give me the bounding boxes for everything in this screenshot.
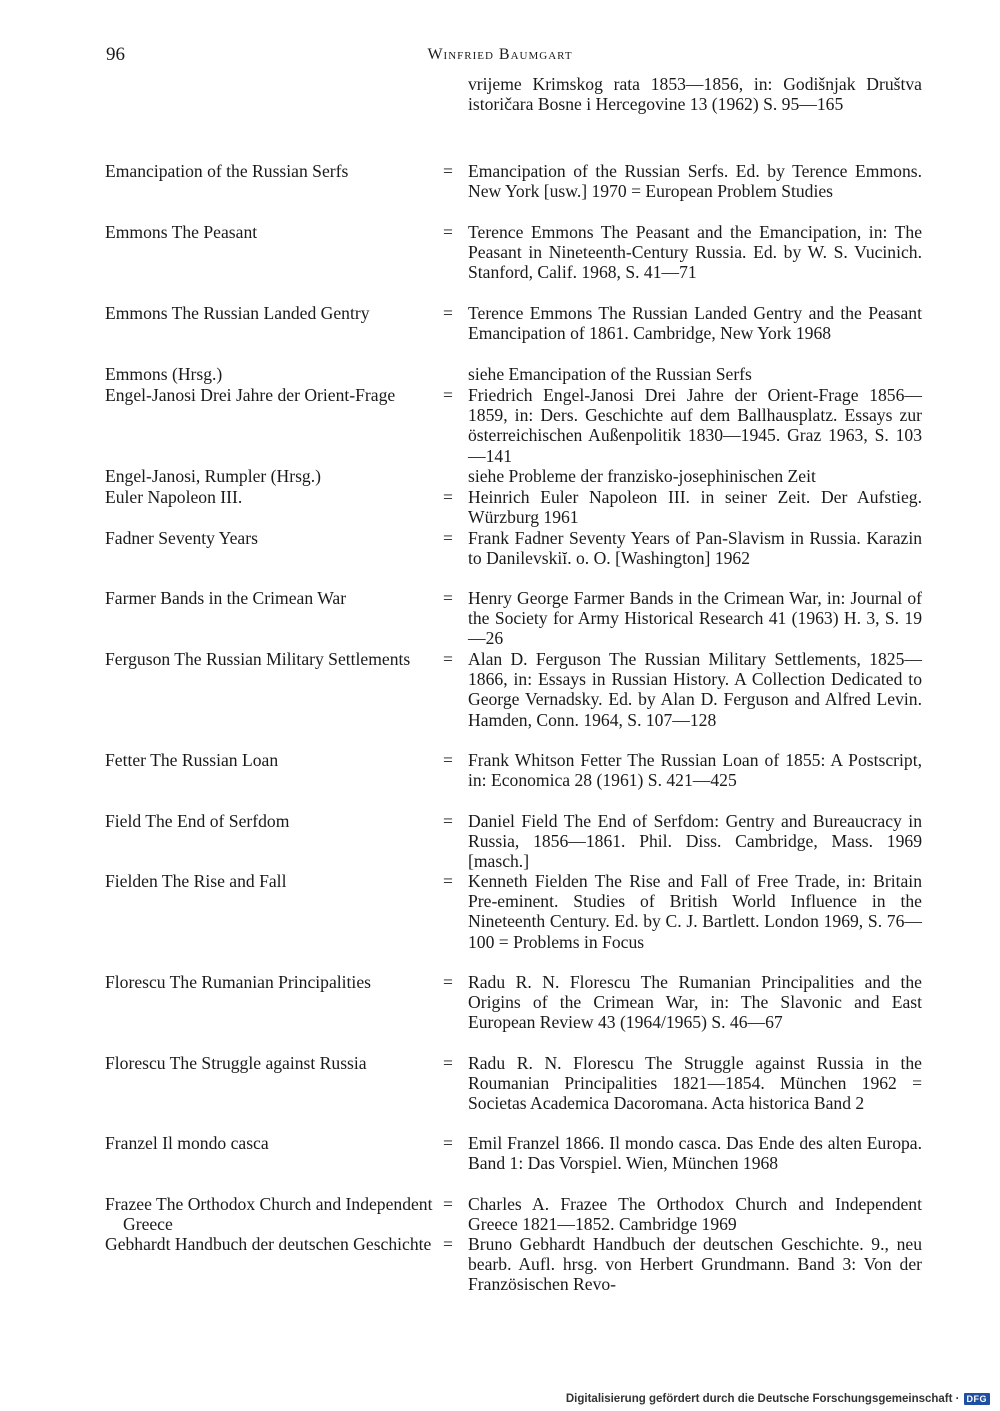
- entry-short-title: Fetter The Russian Loan: [105, 750, 279, 770]
- entry-full-citation: Terence Emmons The Peasant and the Emancipation, in: The Peasant in Nineteenth-Century Russia. Ed. by W. S. Vucinich. Stanford, Calif. 1968, S. 41—71: [468, 222, 922, 283]
- entry-equals-sign: =: [443, 1053, 453, 1073]
- running-head: Winfried Baumgart: [427, 46, 573, 63]
- entry-short-title: Farmer Bands in the Crimean War: [105, 588, 347, 608]
- entry-equals-sign: =: [443, 972, 453, 992]
- entry-equals-sign: =: [443, 385, 453, 405]
- digitization-footer: [566, 1393, 990, 1405]
- entry-short-title: Field The End of Serfdom: [105, 811, 290, 831]
- entry-equals-sign: =: [443, 811, 453, 831]
- entry-equals-sign: =: [443, 487, 453, 507]
- entry-short-title: Fielden The Rise and Fall: [105, 871, 287, 891]
- entry-full-citation: Terence Emmons The Russian Landed Gentry and the Peasant Emancipation of 1861. Cambridge, New York 1968: [468, 303, 922, 344]
- entry-full-citation: siehe Emancipation of the Russian Serfs: [468, 364, 752, 384]
- entry-equals-sign: =: [443, 161, 453, 181]
- entry-short-title: Emmons (Hrsg.): [105, 364, 223, 384]
- entry-short-title: Engel-Janosi Drei Jahre der Orient-Frage: [105, 385, 396, 405]
- entry-short-title: Florescu The Struggle against Russia: [105, 1053, 367, 1073]
- entry-equals-sign: =: [443, 588, 453, 608]
- entry-full-citation: Heinrich Euler Napoleon III. in seiner Zeit. Der Aufstieg. Würzburg 1961: [468, 487, 922, 528]
- entry-short-title: Frazee The Orthodox Church and Independent Greece: [105, 1194, 433, 1235]
- entry-equals-sign: =: [443, 1194, 453, 1214]
- entry-equals-sign: =: [443, 303, 453, 323]
- entry-equals-sign: =: [443, 528, 453, 548]
- entry-full-citation: Bruno Gebhardt Handbuch der deutschen Geschichte. 9., neu bearb. Aufl. hrsg. von Herbert Grundmann. Band 3: Von der Französischen Revo-: [468, 1234, 922, 1295]
- entry-short-title: Euler Napoleon III.: [105, 487, 243, 507]
- entry-full-citation: Friedrich Engel-Janosi Drei Jahre der Orient-Frage 1856—1859, in: Ders. Geschichte auf dem Ballhausplatz. Essays zur österreichischen Außenpolitik 1830—1945. Graz 1963, S. 103—141: [468, 385, 922, 466]
- entry-full-citation: vrijeme Krimskog rata 1853—1856, in: Godišnjak Društva istoričara Bosne i Hercegovine 13 (1962) S. 95—165: [468, 74, 922, 115]
- entry-short-title: Florescu The Rumanian Principalities: [105, 972, 371, 992]
- entry-short-title: Emancipation of the Russian Serfs: [105, 161, 349, 181]
- entry-short-title: Fadner Seventy Years: [105, 528, 258, 548]
- footer-credit-text: Digitalisierung gefördert durch die Deutsche Forschungsgemeinschaft ·: [565, 1393, 960, 1405]
- page-number: 96: [106, 44, 125, 65]
- entry-full-citation: Radu R. N. Florescu The Struggle against Russia in the Roumanian Principalities 1821—1854. München 1962 = Societas Academica Dacoromana. Acta historica Band 2: [468, 1053, 922, 1114]
- dfg-logo: DFG: [964, 1393, 991, 1405]
- entry-full-citation: Radu R. N. Florescu The Rumanian Principalities and the Origins of the Crimean War, in: The Slavonic and East European Review 43 (1964/1965) S. 46—67: [468, 972, 922, 1033]
- entry-equals-sign: =: [443, 649, 453, 669]
- entry-full-citation: siehe Probleme der franzisko-josephinischen Zeit: [468, 466, 816, 486]
- entry-short-title: Emmons The Peasant: [105, 222, 258, 242]
- entry-equals-sign: =: [443, 1234, 453, 1254]
- entry-equals-sign: =: [443, 222, 453, 242]
- entry-full-citation: Frank Whitson Fetter The Russian Loan of 1855: A Postscript, in: Economica 28 (1961) S. 421—425: [468, 750, 922, 791]
- entry-full-citation: Frank Fadner Seventy Years of Pan-Slavism in Russia. Karazin to Danilevskiĭ. o. O. [Washington] 1962: [468, 528, 922, 569]
- entry-equals-sign: =: [443, 871, 453, 891]
- entry-full-citation: Charles A. Frazee The Orthodox Church and Independent Greece 1821—1852. Cambridge 1969: [468, 1194, 922, 1235]
- entry-full-citation: Henry George Farmer Bands in the Crimean War, in: Journal of the Society for Army Historical Research 41 (1963) H. 3, S. 19—26: [468, 588, 922, 649]
- entry-full-citation: Kenneth Fielden The Rise and Fall of Free Trade, in: Britain Pre-eminent. Studies of British World Influence in the Nineteenth Century. Ed. by C. J. Bartlett. London 1969, S. 76—100 = Problems in Focus: [468, 871, 922, 952]
- entry-full-citation: Emancipation of the Russian Serfs. Ed. by Terence Emmons. New York [usw.] 1970 = European Problem Studies: [468, 161, 922, 202]
- entry-short-title: Emmons The Russian Landed Gentry: [105, 303, 370, 323]
- entry-full-citation: Alan D. Ferguson The Russian Military Settlements, 1825—1866, in: Essays in Russian History. A Collection Dedicated to George Vernadsky. Ed. by Alan D. Ferguson and Alfred Levin. Hamden, Conn. 1964, S. 107—128: [468, 649, 922, 730]
- entry-equals-sign: =: [443, 1133, 453, 1153]
- entry-short-title: Engel-Janosi, Rumpler (Hrsg.): [105, 466, 321, 486]
- entry-full-citation: Emil Franzel 1866. Il mondo casca. Das Ende des alten Europa. Band 1: Das Vorspiel. Wien, München 1968: [468, 1133, 922, 1174]
- entry-short-title: Franzel Il mondo casca: [105, 1133, 269, 1153]
- entry-short-title: Ferguson The Russian Military Settlements: [105, 649, 411, 669]
- entry-full-citation: Daniel Field The End of Serfdom: Gentry and Bureaucracy in Russia, 1856—1861. Phil. Diss. Cambridge, Mass. 1969 [masch.]: [468, 811, 922, 872]
- entry-equals-sign: =: [443, 750, 453, 770]
- entry-short-title: Gebhardt Handbuch der deutschen Geschichte: [105, 1234, 432, 1254]
